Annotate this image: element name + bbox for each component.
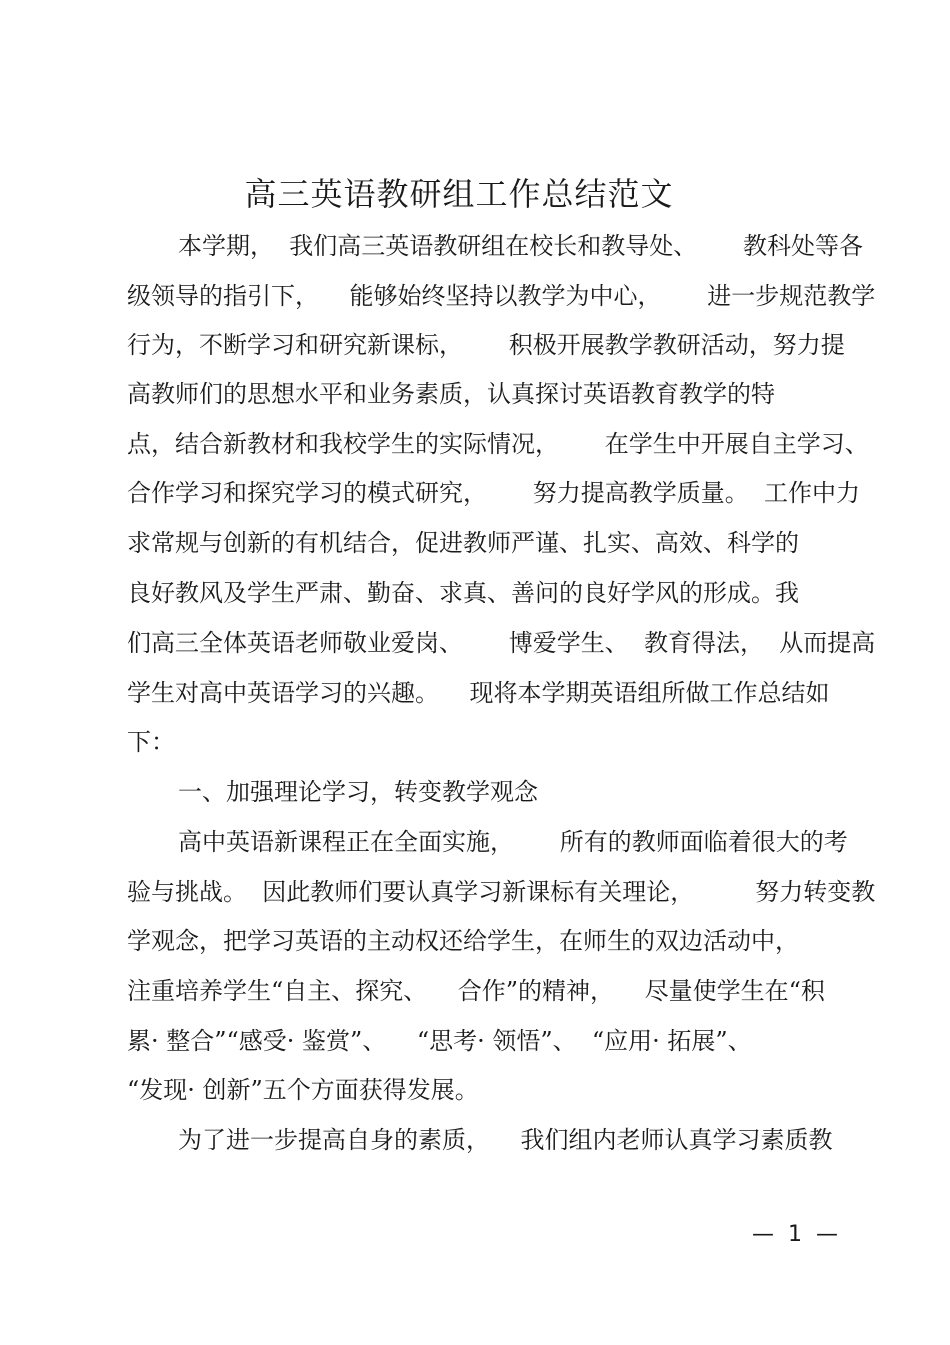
paragraph-line: 本学期， 我们高三英语教研组在校长和教导处、 教科处等各: [178, 232, 864, 260]
paragraph-line: 点，结合新教材和我校学生的实际情况， 在学生中开展自主学习、: [127, 430, 869, 458]
paragraph-line: 注重培养学生“自主、探究、 合作”的精神， 尽量使学生在“积: [127, 977, 825, 1005]
paragraph-line: 学观念，把学习英语的主动权还给学生，在师生的双边活动中，: [127, 927, 799, 955]
paragraph-line: 良好教风及学生严肃、勤奋、求真、善问的良好学风的形成。我: [127, 579, 799, 607]
paragraph-line: 下：: [127, 728, 175, 756]
paragraph-line: 求常规与创新的有机结合，促进教师严谨、扎实、高效、科学的: [127, 529, 799, 557]
paragraph-line: 级领导的指引下， 能够始终坚持以教学为中心， 进一步规范教学: [127, 282, 876, 310]
paragraph-line: 为了进一步提高自身的素质， 我们组内老师认真学习素质教: [178, 1126, 833, 1154]
paragraph-line: 合作学习和探究学习的模式研究， 努力提高教学质量。 工作中力: [127, 479, 861, 507]
document-title: 高三英语教研组工作总结范文: [244, 175, 674, 213]
page-number: — 1 —: [752, 1222, 838, 1247]
paragraph-line: 高教师们的思想水平和业务素质，认真探讨英语教育教学的特: [127, 380, 775, 408]
paragraph-line: 验与挑战。 因此教师们要认真学习新课标有关理论， 努力转变教: [127, 878, 876, 906]
paragraph-line: 行为，不断学习和研究新课标， 积极开展教学教研活动，努力提: [127, 331, 845, 359]
paragraph-line: 们高三全体英语老师敬业爱岗、 博爱学生、 教育得法， 从而提高: [127, 629, 876, 657]
paragraph-line: 累· 整合”“感受· 鉴赏”、 “思考· 领悟”、 “应用· 拓展”、: [127, 1027, 752, 1055]
paragraph-line: 高中英语新课程正在全面实施， 所有的教师面临着很大的考: [178, 828, 848, 856]
paragraph-line: 学生对高中英语学习的兴趣。 现将本学期英语组所做工作总结如: [127, 679, 830, 707]
section-heading: 一、加强理论学习，转变教学观念: [178, 778, 538, 806]
paragraph-line: “发现· 创新”五个方面获得发展。: [127, 1076, 479, 1104]
